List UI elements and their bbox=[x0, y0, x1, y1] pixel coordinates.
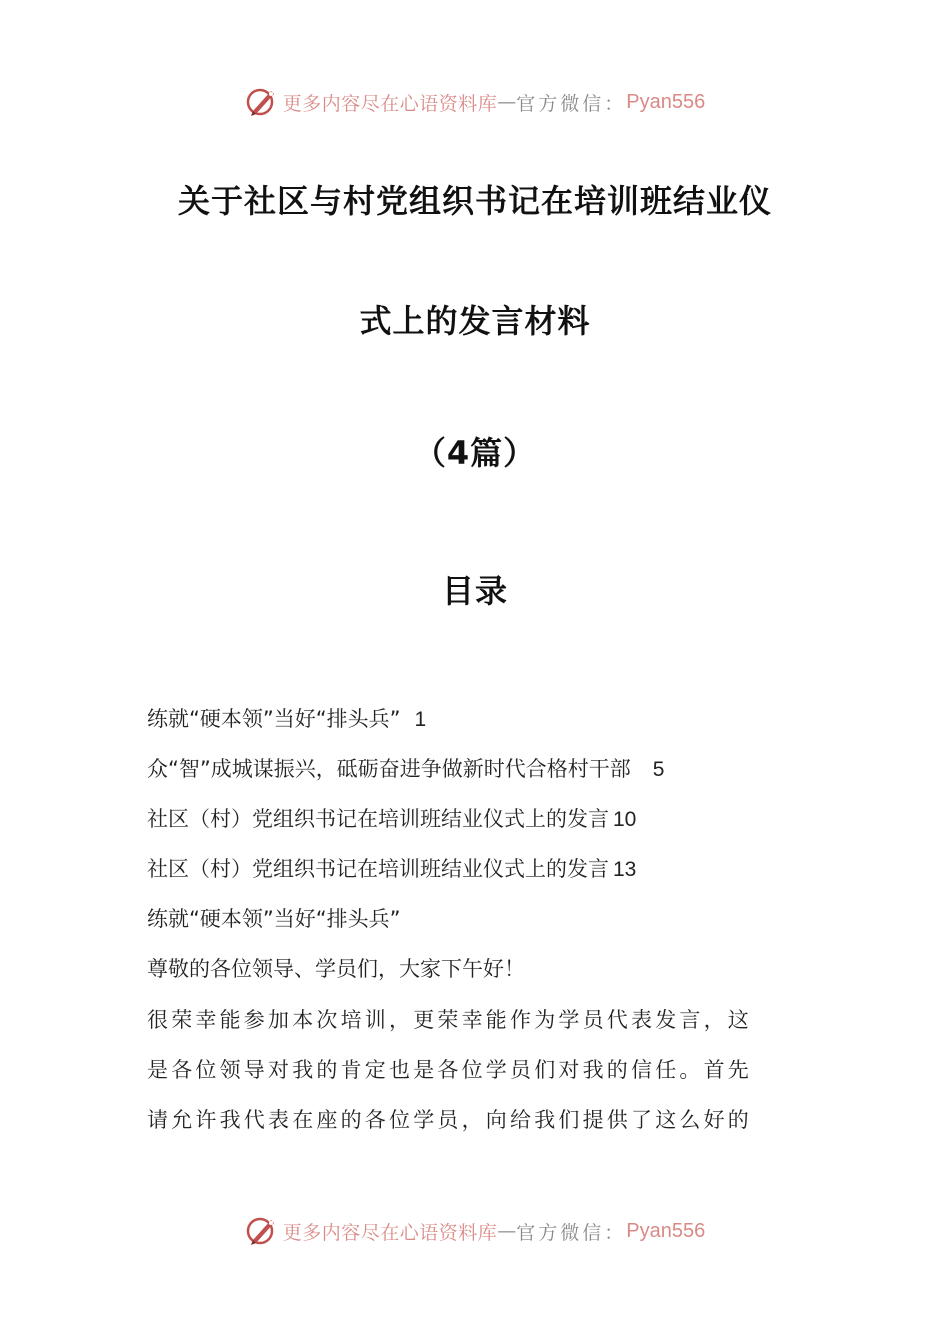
document-title-line-2: 式上的发言材料 bbox=[359, 302, 591, 340]
toc-heading: 目录 bbox=[441, 572, 508, 610]
paragraph-line: 请允许我代表在座的各位学员，向给我们提供了这么好的 bbox=[147, 1108, 752, 1132]
document-title-line-1: 关于社区与村党组织书记在培训班结业仪 bbox=[177, 182, 772, 220]
banner-wechat-label: 官方微信： bbox=[516, 1221, 627, 1244]
toc-entry-text: 社区（村）党组织书记在培训班结业仪式上的发言 bbox=[147, 807, 609, 831]
toc-entry-page: 1 bbox=[414, 708, 427, 731]
pen-logo-icon bbox=[245, 1214, 279, 1248]
toc-entry-text: 社区（村）党组织书记在培训班结业仪式上的发言 bbox=[147, 857, 609, 881]
toc-entry-text: 练就“硬本领”当好“排头兵” bbox=[147, 707, 401, 731]
footer-banner bbox=[0, 1211, 950, 1251]
pen-logo-icon bbox=[245, 85, 279, 119]
banner-wechat-id: Pyan556 bbox=[626, 1219, 706, 1242]
toc-entry-page: 13 bbox=[613, 858, 637, 881]
toc-entry-text: 众“智”成城谋振兴，砥砺奋进争做新时代合格村干部 bbox=[147, 757, 631, 781]
toc-entry-page: 5 bbox=[652, 758, 665, 781]
toc-entry[interactable] bbox=[147, 853, 636, 885]
paragraph-line: 是各位领导对我的肯定也是各位学员们对我的信任。首先 bbox=[147, 1058, 752, 1082]
banner-text: 更多内容尽在心语资料库 bbox=[282, 1221, 498, 1244]
toc-entry[interactable] bbox=[147, 703, 426, 735]
header-banner bbox=[0, 82, 950, 122]
greeting: 尊敬的各位领导、学员们，大家下午好！ bbox=[147, 957, 525, 981]
banner-text: 更多内容尽在心语资料库 bbox=[282, 92, 498, 115]
toc-entry[interactable] bbox=[147, 803, 636, 835]
document-article-count: （4篇） bbox=[413, 434, 537, 472]
banner-wechat-id: Pyan556 bbox=[626, 90, 706, 113]
toc-entry-page: 10 bbox=[613, 808, 637, 831]
banner-dash: — bbox=[497, 1220, 517, 1242]
section-title: 练就“硬本领”当好“排头兵” bbox=[147, 907, 401, 931]
paragraph-line: 很荣幸能参加本次培训，更荣幸能作为学员代表发言，这 bbox=[147, 1008, 752, 1032]
toc-entry[interactable] bbox=[147, 753, 664, 785]
banner-wechat-label: 官方微信： bbox=[516, 92, 627, 115]
banner-dash: — bbox=[497, 91, 517, 113]
